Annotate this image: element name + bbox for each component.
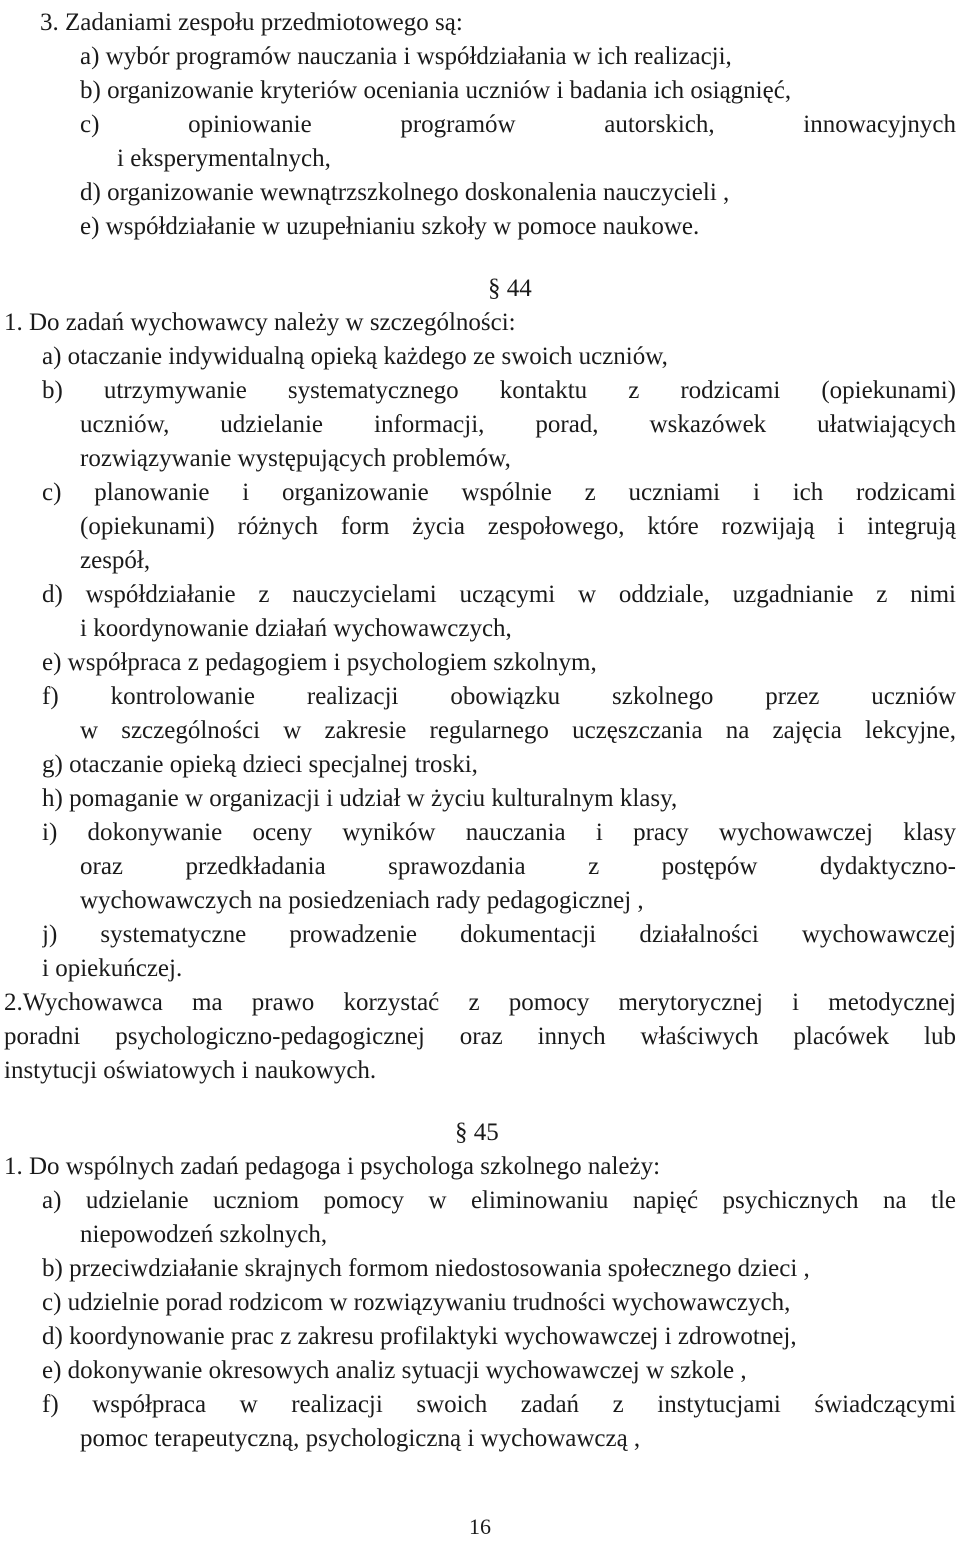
list-item: b) utrzymywanie systematycznego kontaktu z rodzicami (opiekunami) <box>42 377 956 404</box>
page-number: 16 <box>469 1514 491 1539</box>
list-item: c) planowanie i organizowanie wspólnie z uczniami i ich rodzicami <box>42 479 956 506</box>
section-45-title: § 45 <box>455 1119 499 1146</box>
list-item: i) dokonywanie oceny wyników nauczania i pracy wychowawczej klasy <box>42 819 956 846</box>
list-item: b) organizowanie kryteriów oceniania uczniów i badania ich osiągnięć, <box>80 77 792 104</box>
list-item-continuation: pomoc terapeutyczną, psychologiczną i wychowawczą , <box>80 1425 641 1452</box>
list-item: e) dokonywanie okresowych analiz sytuacji wychowawczej w szkole , <box>42 1357 747 1384</box>
list-item: d) koordynowanie prac z zakresu profilaktyki wychowawczej i zdrowotnej, <box>42 1323 797 1350</box>
list-item: d) współdziałanie z nauczycielami uczącymi w oddziale, uzgadnianie z nimi <box>42 581 956 608</box>
list-item: j) systematyczne prowadzenie dokumentacji działalności wychowawczej <box>42 921 956 948</box>
list-item-continuation: rozwiązywanie występujących problemów, <box>80 445 511 472</box>
paragraph-3-heading: 3. Zadaniami zespołu przedmiotowego są: <box>40 9 463 36</box>
list-item: f) współpraca w realizacji swoich zadań z instytucjami świadczącymi <box>42 1391 956 1418</box>
list-item: h) pomaganie w organizacji i udział w życiu kulturalnym klasy, <box>42 785 678 812</box>
paragraph-2-continuation: instytucji oświatowych i naukowych. <box>4 1057 377 1084</box>
list-item: c) opiniowanie programów autorskich, innowacyjnych <box>80 111 956 138</box>
list-item: e) współdziałanie w uzupełnianiu szkoły w pomoce naukowe. <box>80 213 700 240</box>
list-item-continuation: w szczególności w zakresie regularnego uczęszczania na zajęcia lekcyjne, <box>80 717 956 744</box>
list-item: d) organizowanie wewnątrzszkolnego doskonalenia nauczycieli , <box>80 179 730 206</box>
list-item-continuation: niepowodzeń szkolnych, <box>80 1221 328 1248</box>
list-item: a) wybór programów nauczania i współdziałania w ich realizacji, <box>80 43 732 70</box>
paragraph-2-continuation: poradni psychologiczno-pedagogicznej oraz innych właściwych placówek lub <box>4 1023 956 1050</box>
list-item-continuation: i koordynowanie działań wychowawczych, <box>80 615 512 642</box>
list-item-continuation: uczniów, udzielanie informacji, porad, wskazówek ułatwiających <box>80 411 956 438</box>
paragraph-2: 2.Wychowawca ma prawo korzystać z pomocy merytorycznej i metodycznej <box>4 989 956 1016</box>
list-item: a) otaczanie indywidualną opieką każdego ze swoich uczniów, <box>42 343 668 370</box>
list-item: f) kontrolowanie realizacji obowiązku szkolnego przez uczniów <box>42 683 956 710</box>
list-item: a) udzielanie uczniom pomocy w eliminowaniu napięć psychicznych na tle <box>42 1187 956 1214</box>
paragraph-1-heading: 1. Do wspólnych zadań pedagoga i psychologa szkolnego należy: <box>4 1153 661 1180</box>
list-item-continuation: oraz przedkładania sprawozdania z postępów dydaktyczno- <box>80 853 956 880</box>
list-item: g) otaczanie opieką dzieci specjalnej troski, <box>42 751 478 778</box>
list-item: c) udzielnie porad rodzicom w rozwiązywaniu trudności wychowawczych, <box>42 1289 791 1316</box>
list-item-continuation: (opiekunami) różnych form życia zespołowego, które rozwijają i integrują <box>80 513 956 540</box>
list-item-continuation: wychowawczych na posiedzeniach rady pedagogicznej , <box>80 887 644 914</box>
section-44-title: § 44 <box>488 275 532 302</box>
list-item-continuation: zespół, <box>80 547 151 574</box>
list-item-continuation: i opiekuńczej. <box>42 955 183 982</box>
list-item: b) przeciwdziałanie skrajnych formom niedostosowania społecznego dzieci , <box>42 1255 810 1282</box>
list-item-continuation: i eksperymentalnych, <box>117 145 331 172</box>
list-item: e) współpraca z pedagogiem i psychologiem szkolnym, <box>42 649 597 676</box>
paragraph-1-heading: 1. Do zadań wychowawcy należy w szczególności: <box>4 309 516 336</box>
